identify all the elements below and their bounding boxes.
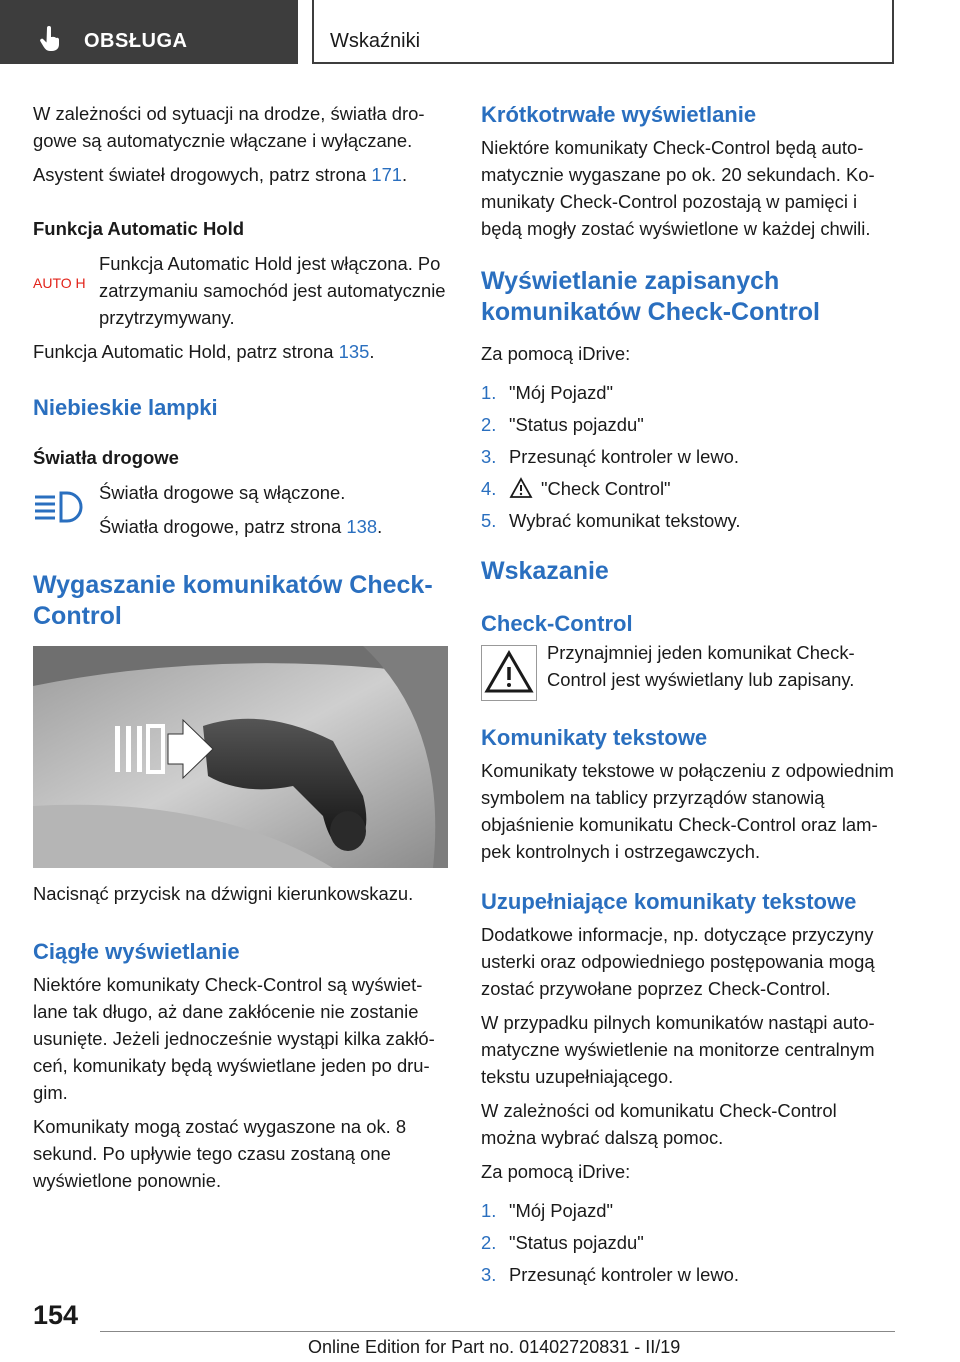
page-link-138[interactable]: 138 bbox=[346, 516, 378, 537]
check-control-text: Przynajmniej jeden komunikat Check-Control jest wyświetlany lub zapisany. bbox=[547, 642, 855, 690]
list-item: 3. Przesunąć kontroler w lewo. bbox=[481, 446, 739, 467]
highbeam-row bbox=[33, 479, 448, 540]
list-item: 2. "Status pojazdu" bbox=[481, 1232, 644, 1253]
header-section bbox=[312, 0, 894, 64]
intro-reference: Asystent świateł drogowych, patrz strona 171. bbox=[33, 164, 408, 185]
list-item: 4. "Check Control" bbox=[481, 478, 671, 499]
autohold-row bbox=[33, 250, 448, 331]
highbeam-text: Światła drogowe są włączone. bbox=[99, 482, 346, 503]
footer-divider bbox=[100, 1331, 895, 1332]
list-item: 5. Wybrać komunikat tekstowy. bbox=[481, 510, 741, 531]
supplementary-steps-list bbox=[481, 1197, 896, 1288]
stored-steps-list bbox=[481, 379, 896, 534]
short-display-heading: Krótkotrwałe wyświetlanie bbox=[481, 102, 757, 127]
supplementary-text-3: W zależności od komunikatu Check-Control można wybrać dalszą pomoc. bbox=[481, 1100, 837, 1148]
page-link-135[interactable]: 135 bbox=[338, 341, 370, 362]
stored-intro: Za pomocą iDrive: bbox=[481, 343, 631, 364]
autohold-text: Funkcja Automatic Hold jest włączona. Po zatrzymaniu samochód jest automatycznie przytrzymywany. bbox=[99, 253, 446, 328]
left-column bbox=[33, 100, 448, 1194]
highbeam-heading: Światła drogowe bbox=[33, 447, 179, 468]
text-messages-text: Komunikaty tekstowe w połączeniu z odpowiednim symbolem na tablicy przyrządów stanowią objaśnienie komunikatu Check-Control oraz lampek kontrolnych i ostrzegawczych. bbox=[481, 760, 894, 862]
stored-messages-heading: Wyświetlanie zapisanych komunikatów Check-Control bbox=[481, 267, 820, 326]
page-link-171[interactable]: 171 bbox=[371, 164, 403, 185]
supplementary-heading: Uzupełniające komunikaty tekstowe bbox=[481, 889, 857, 914]
continuous-heading: Ciągłe wyświetlanie bbox=[33, 939, 240, 964]
indicator-heading: Wskazanie bbox=[481, 557, 609, 585]
highbeam-icon bbox=[33, 479, 99, 540]
check-control-heading: Check-Control bbox=[481, 611, 633, 636]
autohold-heading: Funkcja Automatic Hold bbox=[33, 218, 245, 239]
supplementary-text-1: Dodatkowe informacje, np. dotyczące przyczyny usterki oraz odpowiedniego postępowania mogą zostać przywołane poprzez Check-Control. bbox=[481, 924, 875, 999]
header-tab bbox=[0, 0, 298, 64]
highbeam-reference: Światła drogowe, patrz strona 138. bbox=[99, 516, 383, 537]
list-item: 3. Przesunąć kontroler w lewo. bbox=[481, 1264, 739, 1285]
blue-lamps-heading: Niebieskie lampki bbox=[33, 395, 218, 420]
autohold-icon: AUTO H bbox=[33, 275, 86, 291]
edition-note: Online Edition for Part no. 01402720831 - II/19 bbox=[308, 1337, 681, 1357]
list-item: 1. "Mój Pojazd" bbox=[481, 382, 614, 403]
short-display-text: Niektóre komunikaty Check-Control będą automatycznie wygaszane po ok. 20 sekundach. Komunikaty Check-Control pozostają w pamięci i będą mogły zostać wyświetlone w każdej chwili. bbox=[481, 137, 875, 239]
check-control-row bbox=[481, 639, 896, 701]
right-column bbox=[481, 100, 896, 1293]
hand-pointer-icon bbox=[38, 26, 62, 52]
page-number: 154 bbox=[33, 1300, 79, 1330]
autohold-reference: Funkcja Automatic Hold, patrz strona 135. bbox=[33, 341, 375, 362]
list-item: 2. "Status pojazdu" bbox=[481, 414, 644, 435]
list-item: 1. "Mój Pojazd" bbox=[481, 1200, 614, 1221]
header-tab-label: OBSŁUGA bbox=[84, 30, 188, 52]
supplementary-intro: Za pomocą iDrive: bbox=[481, 1161, 631, 1182]
section-label: Wskaźniki bbox=[330, 30, 421, 52]
text-messages-heading: Komunikaty tekstowe bbox=[481, 725, 708, 750]
warning-triangle-icon bbox=[509, 477, 533, 499]
continuous-text-2: Komunikaty mogą zostać wygaszone na ok. 8 sekund. Po upływie tego czasu zostaną one wyświetlone ponownie. bbox=[33, 1116, 407, 1191]
supplementary-text-2: W przypadku pilnych komunikatów nastąpi automatyczne wyświetlenie na monitorze centralnym tekstu uzupełniającego. bbox=[481, 1012, 875, 1087]
continuous-text-1: Niektóre komunikaty Check-Control są wyświetlane tak długo, aż dane zakłócenie nie zostanie usunięte. Jeżeli jednocześnie wystąpi kilka zakłóceń, komunikaty będą wyświetlane jeden po drugim. bbox=[33, 974, 435, 1103]
check-control-icon bbox=[481, 639, 547, 701]
dismiss-text: Nacisnąć przycisk na dźwigni kierunkowskazu. bbox=[33, 883, 414, 904]
dismiss-heading: Wygaszanie komunikatów Check-Control bbox=[33, 571, 433, 630]
intro-paragraph: W zależności od sytuacji na drodze, światła drogowe są automatycznie włączane i wyłączane. bbox=[33, 103, 425, 151]
lever-photo bbox=[33, 646, 448, 868]
